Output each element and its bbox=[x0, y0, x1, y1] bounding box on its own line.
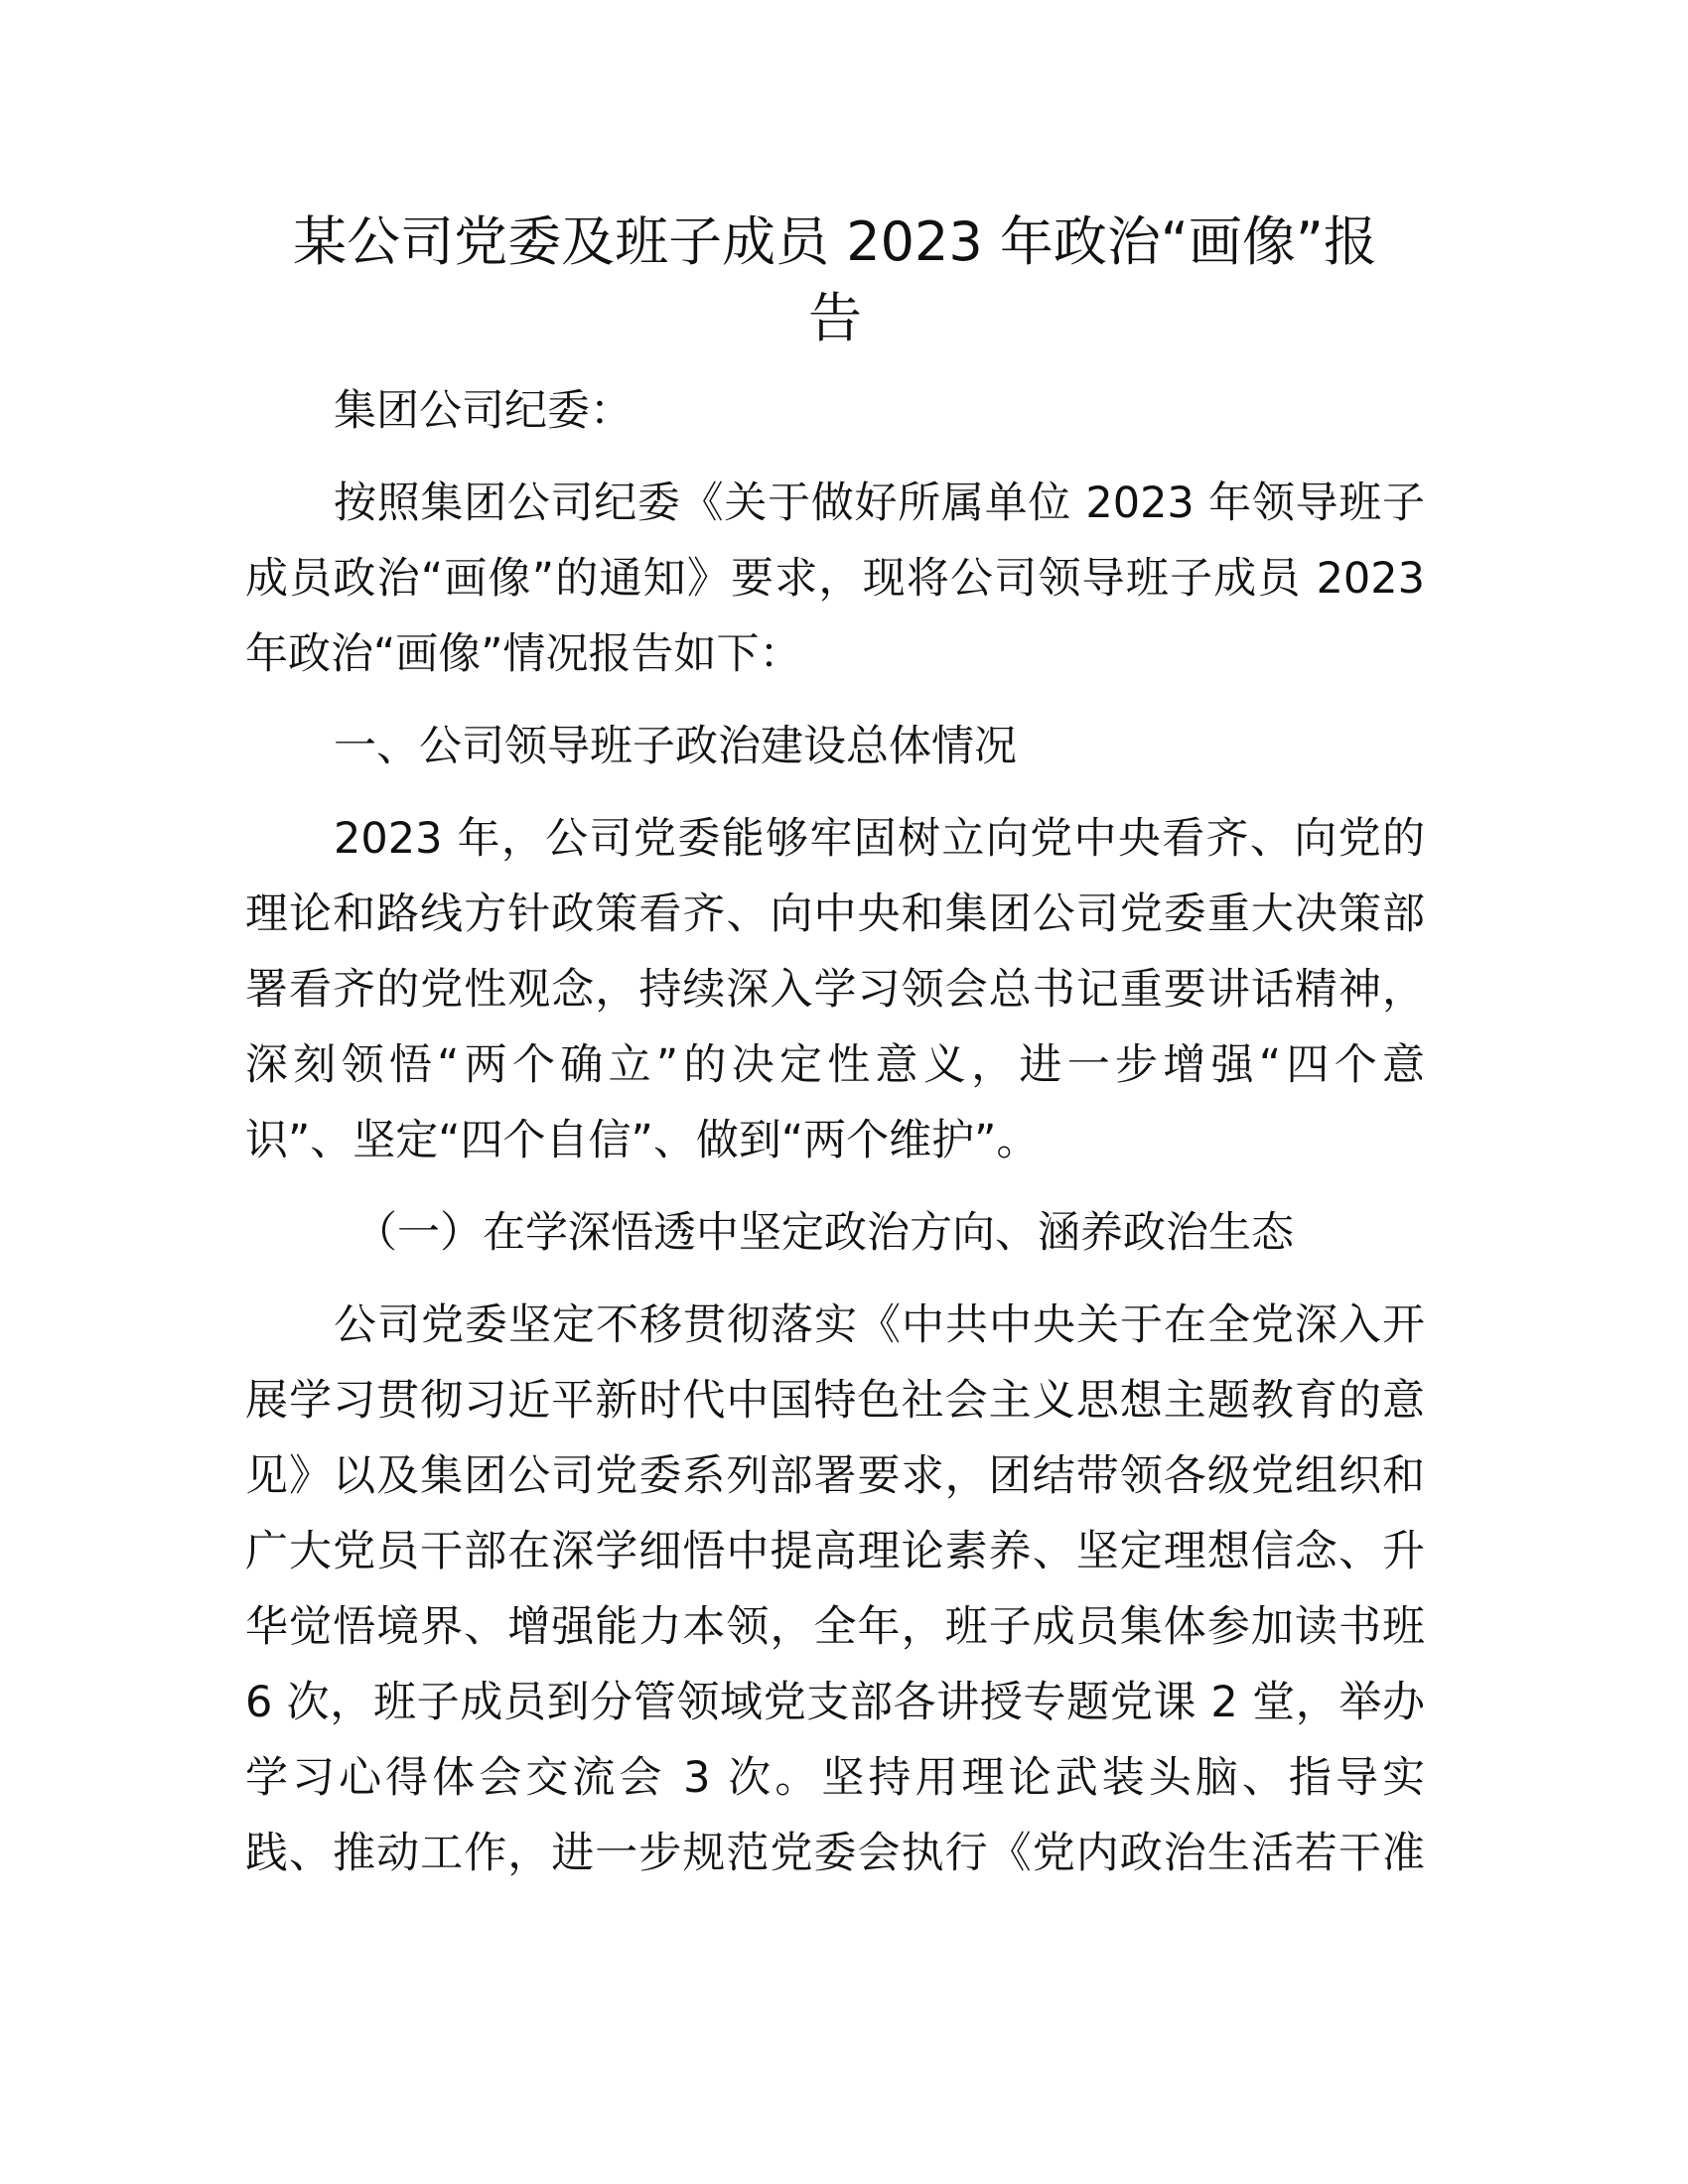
paragraph-body-1 bbox=[245, 1288, 1425, 1891]
text-line: 成员政治“画像”的通知》要求，现将公司领导班子成员 2023 bbox=[245, 554, 1425, 604]
text-line: 6 次，班子成员到分管领域党支部各讲授专题党课 2 堂，举办 bbox=[245, 1678, 1425, 1727]
text-line: 识”、坚定“四个自信”、做到“两个维护”。 bbox=[245, 1116, 1040, 1165]
text-line: 年政治“画像”情况报告如下： bbox=[245, 629, 802, 679]
paragraph-intro bbox=[245, 466, 1425, 692]
text-line: 华觉悟境界、增强能力本领，全年，班子成员集体参加读书班 bbox=[245, 1602, 1425, 1652]
text-line: （一）在学深悟透中坚定政治方向、涵养政治生态 bbox=[354, 1208, 1294, 1258]
text-line: 践、推动工作，进一步规范党委会执行《党内政治生活若干准 bbox=[245, 1829, 1425, 1878]
text-line: 公司党委坚定不移贯彻落实《中共中央关于在全党深入开 bbox=[334, 1300, 1425, 1350]
document-page bbox=[245, 204, 1425, 1908]
text-line: 署看齐的党性观念，持续深入学习领会总书记重要讲话精神， bbox=[245, 965, 1425, 1015]
title-line: 某公司党委及班子成员 2023 年政治“画像”报 bbox=[293, 210, 1377, 273]
text-line: 集团公司纪委： bbox=[334, 386, 633, 436]
text-line: 展学习贯彻习近平新时代中国特色社会主义思想主题教育的意 bbox=[245, 1376, 1425, 1426]
paragraph-subheading-1 bbox=[245, 1195, 1425, 1271]
document-title bbox=[245, 204, 1425, 356]
paragraph-overview bbox=[245, 801, 1425, 1178]
document-body bbox=[245, 373, 1425, 1891]
paragraph-salutation bbox=[245, 373, 1425, 449]
text-line: 一、公司领导班子政治建设总体情况 bbox=[334, 722, 1017, 771]
text-line: 学习心得体会交流会 3 次。坚持用理论武装头脑、指导实 bbox=[245, 1753, 1425, 1803]
paragraph-heading-1 bbox=[245, 709, 1425, 784]
text-line: 广大党员干部在深学细悟中提高理论素养、坚定理想信念、升 bbox=[245, 1527, 1425, 1576]
text-line: 深刻领悟“两个确立”的决定性意义，进一步增强“四个意 bbox=[245, 1040, 1425, 1090]
text-line: 2023 年，公司党委能够牢固树立向党中央看齐、向党的 bbox=[334, 814, 1425, 864]
title-line: 告 bbox=[808, 287, 862, 349]
text-line: 见》以及集团公司党委系列部署要求，团结带领各级党组织和 bbox=[245, 1451, 1425, 1501]
text-line: 按照集团公司纪委《关于做好所属单位 2023 年领导班子 bbox=[334, 478, 1425, 528]
text-line: 理论和路线方针政策看齐、向中央和集团公司党委重大决策部 bbox=[245, 889, 1425, 939]
